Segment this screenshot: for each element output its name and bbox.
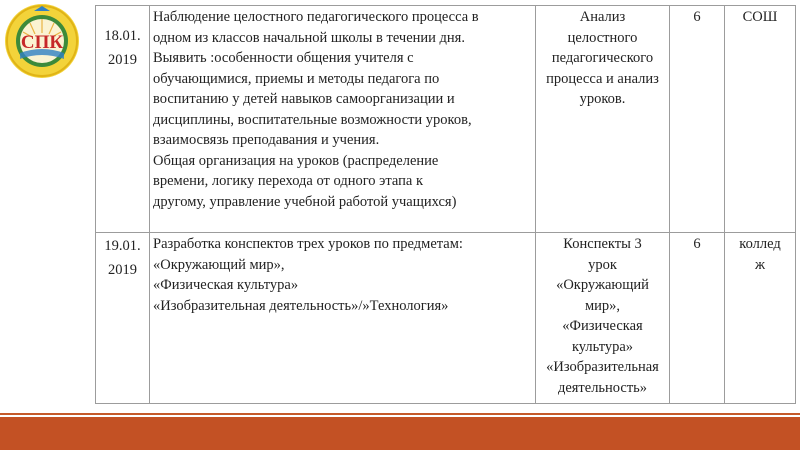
result-line: «Окружающий [556,277,649,293]
practice-schedule-table [95,5,796,404]
description-line: другому, управление учебной работой учащихся) [153,193,457,210]
logo-text: СПК [20,32,64,53]
college-logo-icon [4,3,80,79]
result-line: Анализ [579,9,626,25]
result-line: уроков. [579,91,626,107]
description-line: Наблюдение целостного педагогического процесса в [153,9,479,25]
result-line: культура» [571,338,634,355]
description-line: времени, логику перехода от одного этапа к [153,173,424,189]
place-cell [725,233,796,404]
place-line: ж [754,256,766,273]
date-line: 18.01. [104,28,141,44]
hours-cell: 6 [670,6,725,233]
description-line: Разработка конспектов трех уроков по предметам: [153,236,463,252]
description-line: взаимосвязь преподавания и учения. [153,132,380,148]
result-line: Конспекты 3 [563,236,642,252]
result-line: «Физическая [562,318,643,334]
hours-cell: 6 [670,233,725,404]
description-line: одном из классов начальной школы в течении дня. [153,29,465,46]
description-line: воспитанию у детей навыков самоорганизации и [153,91,455,107]
result-line: целостного [567,29,638,46]
table-row [96,6,796,233]
result-cell [536,233,670,404]
place-cell: СОШ [725,6,796,233]
description-line: Выявить :особенности общения учителя с [153,50,414,66]
date-line: 2019 [108,52,137,68]
description-line: обучающимися, приемы и методы педагога по [153,70,440,87]
result-line: урок [588,256,617,273]
description-line: Общая организация на уроков (распределение [153,152,439,169]
date-cell [96,6,150,233]
description-line: «Изобразительная деятельность»/»Технология» [153,297,449,314]
footer-band [0,417,800,450]
date-line: 2019 [108,262,137,278]
result-cell [536,6,670,233]
result-line: педагогического [551,50,654,66]
description-cell [150,233,536,404]
result-line: деятельность» [557,379,648,396]
description-cell [150,6,536,233]
date-line: 19.01. [104,238,141,254]
description-line: дисциплины, воспитательные возможности уроков, [153,111,472,128]
result-line: мир», [584,297,621,314]
footer-band-line [0,413,800,415]
table-row [96,233,796,404]
place-line: коллед [739,236,781,252]
result-line: процесса и анализ [546,70,659,87]
description-line: «Окружающий мир», [153,256,285,273]
date-cell [96,233,150,404]
description-line: «Физическая культура» [153,277,299,293]
result-line: «Изобразительная [546,359,659,375]
